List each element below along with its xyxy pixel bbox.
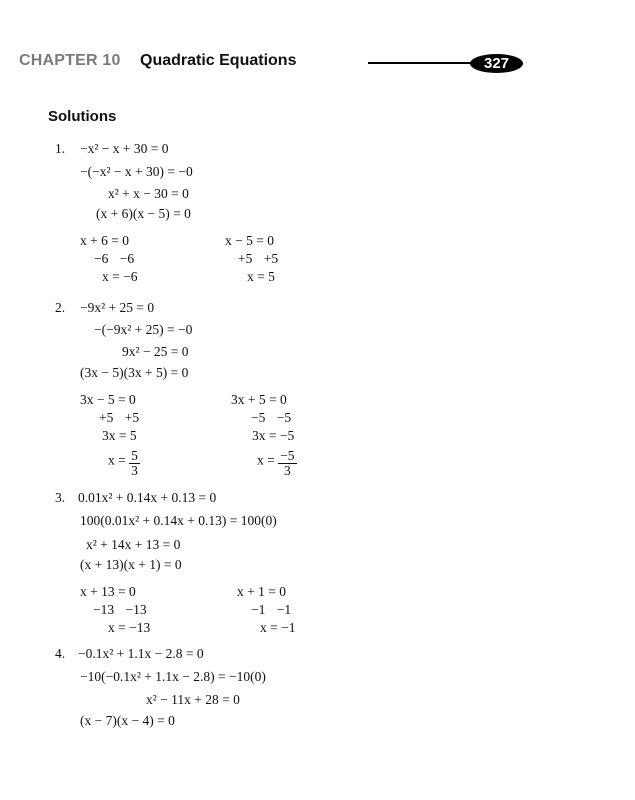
right-branch-line: +5 +5 [238, 251, 279, 266]
equation-step: (x + 6)(x − 5) = 0 [96, 206, 191, 221]
right-branch-line: −1 −1 [251, 602, 292, 617]
equation-step: −9x² + 25 = 0 [80, 300, 155, 315]
right-branch-line: −5 −5 [251, 410, 292, 425]
right-branch-line: x + 1 = 0 [237, 584, 286, 599]
left-branch-line: −6 −6 [94, 251, 135, 266]
left-branch-line: x + 13 = 0 [80, 584, 136, 599]
left-branch-line: 3x = 5 [102, 428, 137, 443]
equation-step: −(−9x² + 25) = −0 [94, 322, 193, 337]
equation-step: x² − 11x + 28 = 0 [146, 692, 240, 707]
chapter-label: CHAPTER 10 [19, 52, 121, 69]
final-lhs: x = [108, 452, 126, 468]
right-branch-line: 3x + 5 = 0 [231, 392, 287, 407]
left-branch-final [108, 447, 140, 476]
header-rule [368, 62, 478, 64]
page-number-badge: 327 [470, 54, 523, 73]
equation-step: 0.01x² + 0.14x + 0.13 = 0 [78, 490, 217, 505]
equation-step: x² + 14x + 13 = 0 [86, 537, 181, 552]
right-branch-line: x = −1 [260, 620, 296, 635]
fraction [278, 449, 296, 478]
left-branch-line: 3x − 5 = 0 [80, 392, 136, 407]
left-branch-line: x = −6 [102, 269, 138, 284]
left-branch-line: x + 6 = 0 [80, 233, 129, 248]
problem-number: 1. [55, 141, 66, 156]
right-branch-line: x = 5 [247, 269, 275, 284]
problem-number: 4. [55, 646, 66, 661]
fraction [129, 449, 140, 478]
left-branch-line: x = −13 [108, 620, 151, 635]
equation-step: −x² − x + 30 = 0 [80, 141, 169, 156]
equation-step: 100(0.01x² + 0.14x + 0.13) = 100(0) [80, 513, 277, 528]
numerator: −5 [280, 448, 295, 463]
section-title: Solutions [48, 108, 117, 125]
final-lhs: x = [257, 452, 275, 468]
left-branch-line: +5 +5 [99, 410, 140, 425]
right-branch-final [257, 447, 297, 476]
problem-number: 3. [55, 490, 66, 505]
equation-step: −(−x² − x + 30) = −0 [80, 164, 193, 179]
equation-step: −10(−0.1x² + 1.1x − 2.8) = −10(0) [80, 669, 266, 684]
right-branch-line: 3x = −5 [252, 428, 295, 443]
equation-step: (x + 13)(x + 1) = 0 [80, 557, 182, 572]
numerator: 5 [131, 448, 138, 463]
equation-step: (x − 7)(x − 4) = 0 [80, 713, 175, 728]
chapter-title: Quadratic Equations [140, 52, 297, 69]
right-branch-line: x − 5 = 0 [225, 233, 274, 248]
equation-step: −0.1x² + 1.1x − 2.8 = 0 [78, 646, 204, 661]
equation-step: (3x − 5)(3x + 5) = 0 [80, 365, 189, 380]
equation-step: 9x² − 25 = 0 [122, 344, 189, 359]
left-branch-line: −13 −13 [93, 602, 147, 617]
denominator: 3 [283, 463, 291, 478]
problem-number: 2. [55, 300, 66, 315]
denominator: 3 [131, 463, 138, 478]
equation-step: x² + x − 30 = 0 [108, 186, 189, 201]
